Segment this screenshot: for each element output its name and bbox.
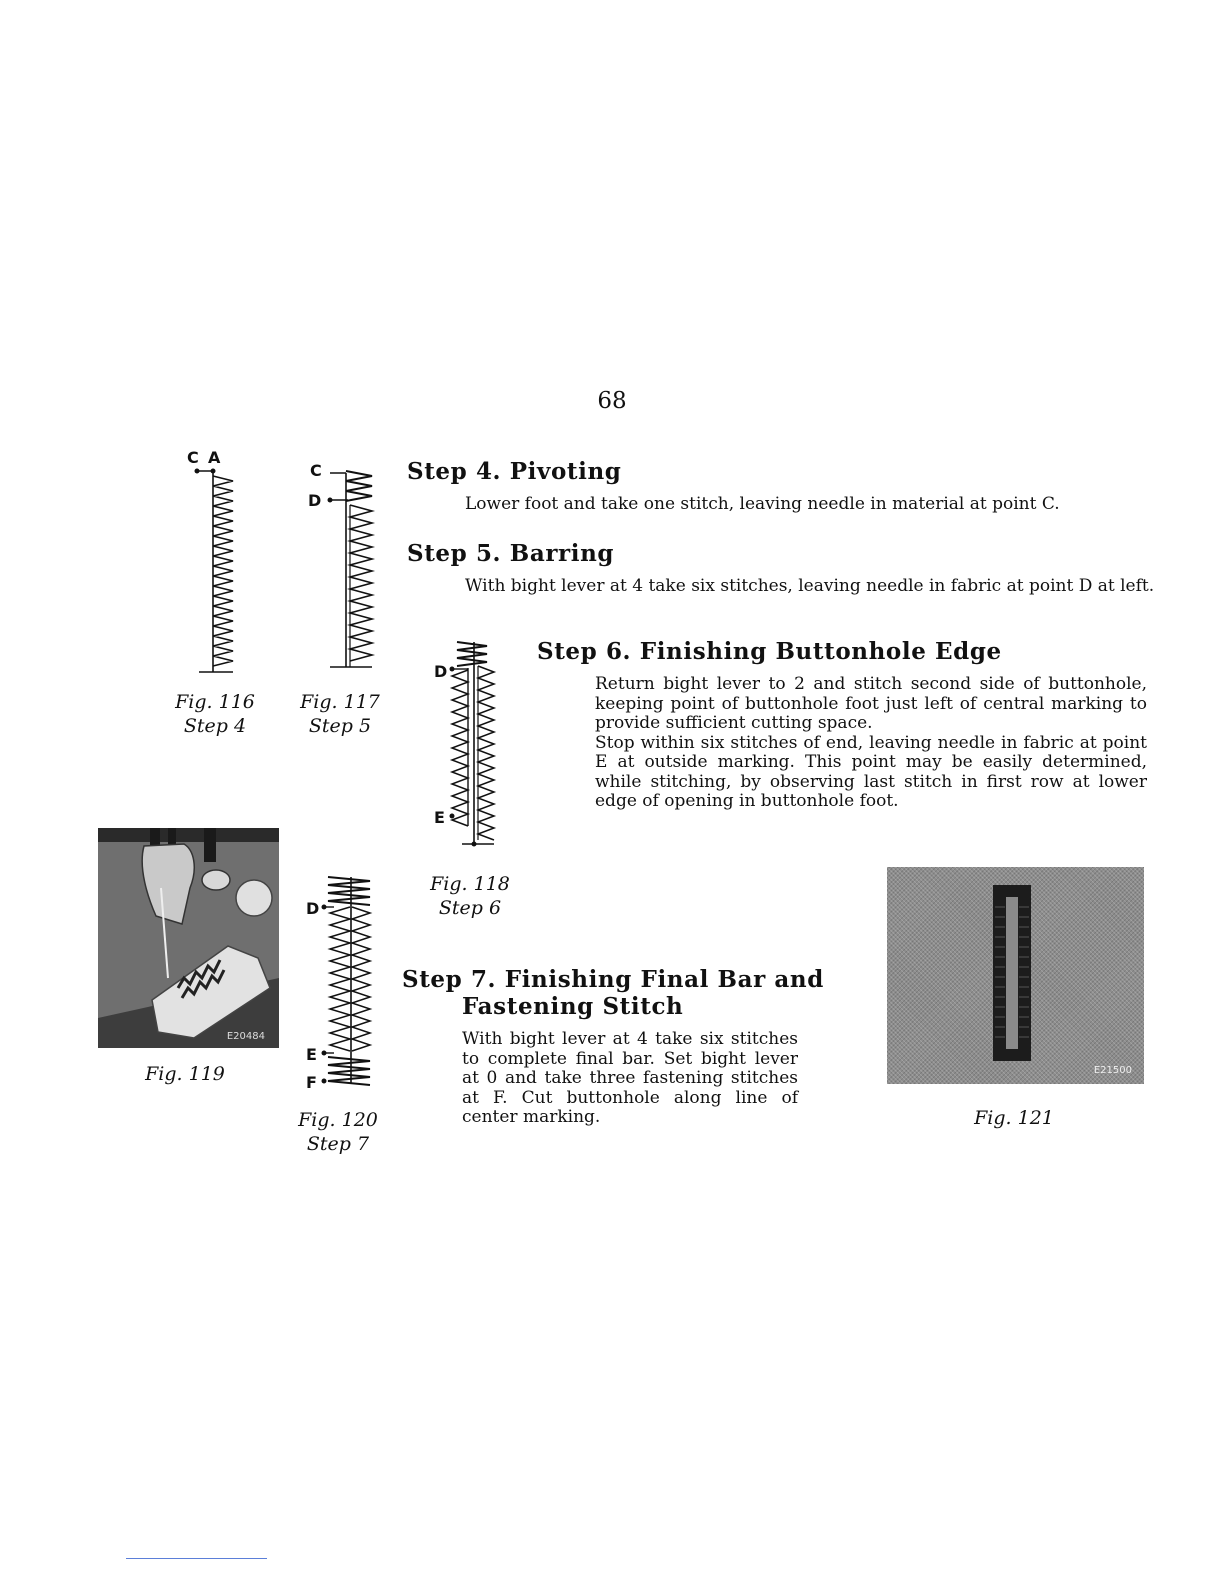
figure-118-step: Step 6 bbox=[438, 897, 502, 919]
footer-rule bbox=[126, 1558, 267, 1559]
figure-117 bbox=[308, 455, 388, 680]
point-label-d: D bbox=[308, 491, 322, 510]
figure-121-caption bbox=[964, 1106, 1064, 1130]
step-6-paragraph-1: Return bight lever to 2 and stitch second side of buttonhole, keeping point of buttonhole foot just left of central marking to provide sufficient cutting space. bbox=[595, 674, 1147, 733]
zigzag-diagram-120 bbox=[304, 873, 384, 1093]
figure-116-caption bbox=[165, 690, 265, 738]
figure-119-caption bbox=[135, 1062, 235, 1086]
photo-code-119: E20484 bbox=[226, 1031, 265, 1042]
point-label-a: A bbox=[208, 448, 221, 467]
figure-116 bbox=[185, 448, 255, 678]
figure-119-label: Fig. 119 bbox=[145, 1063, 225, 1085]
figure-120-caption bbox=[288, 1108, 388, 1156]
page-number: 68 bbox=[597, 388, 627, 414]
step-6-section bbox=[537, 638, 1147, 812]
figure-119-photo bbox=[98, 828, 279, 1048]
point-label-e: E bbox=[306, 1045, 317, 1064]
zigzag-diagram-117 bbox=[308, 455, 388, 680]
point-label-c: C bbox=[187, 448, 199, 467]
figure-120-label: Fig. 120 bbox=[298, 1109, 378, 1131]
figure-117-step: Step 5 bbox=[308, 715, 372, 737]
figure-118-label: Fig. 118 bbox=[430, 873, 510, 895]
step-4-section bbox=[407, 458, 1147, 515]
step-7-heading-line-2: Fastening Stitch bbox=[462, 993, 684, 1020]
step-7-heading-line-1: Step 7. Finishing Final Bar and bbox=[402, 966, 824, 993]
figure-117-label: Fig. 117 bbox=[300, 691, 380, 713]
finished-buttonhole-illustration bbox=[887, 867, 1144, 1084]
figure-120-step: Step 7 bbox=[306, 1133, 370, 1155]
zigzag-diagram-118 bbox=[432, 636, 512, 851]
figure-117-caption bbox=[290, 690, 390, 738]
sewing-foot-illustration bbox=[98, 828, 279, 1048]
step-5-heading: Step 5. Barring bbox=[407, 540, 615, 567]
point-label-d: D bbox=[434, 662, 448, 681]
figure-121-photo bbox=[887, 867, 1144, 1084]
point-label-e: E bbox=[434, 808, 445, 827]
point-label-f: F bbox=[306, 1073, 317, 1092]
step-5-section bbox=[407, 540, 1167, 597]
figure-121-label: Fig. 121 bbox=[974, 1107, 1054, 1129]
step-5-text: With bight lever at 4 take six stitches, leaving needle in fabric at point D at left. bbox=[465, 576, 1155, 596]
figure-116-step: Step 4 bbox=[183, 715, 247, 737]
zigzag-diagram-116 bbox=[185, 448, 255, 678]
figure-116-label: Fig. 116 bbox=[175, 691, 255, 713]
point-label-c: C bbox=[310, 461, 322, 480]
figure-120 bbox=[304, 873, 384, 1093]
point-label-d: D bbox=[306, 899, 320, 918]
step-4-text: Lower foot and take one stitch, leaving needle in material at point C. bbox=[465, 494, 1060, 514]
step-7-section bbox=[402, 966, 824, 1128]
step-6-heading: Step 6. Finishing Buttonhole Edge bbox=[537, 638, 1002, 665]
figure-118-caption bbox=[420, 872, 520, 920]
photo-code-121: E21500 bbox=[1093, 1065, 1132, 1076]
step-7-text: With bight lever at 4 take six stitches to complete final bar. Set bight lever at 0 and take three fastening stitches at F. Cut buttonhole along line of center marking. bbox=[462, 1029, 798, 1127]
figure-118 bbox=[432, 636, 512, 851]
step-6-paragraph-2: Stop within six stitches of end, leaving needle in fabric at point E at outside marking. This point may be easily determined, while stitching, by observing last stitch in first row at lower edge of opening in buttonhole foot. bbox=[595, 732, 1147, 811]
step-4-heading: Step 4. Pivoting bbox=[407, 458, 622, 485]
